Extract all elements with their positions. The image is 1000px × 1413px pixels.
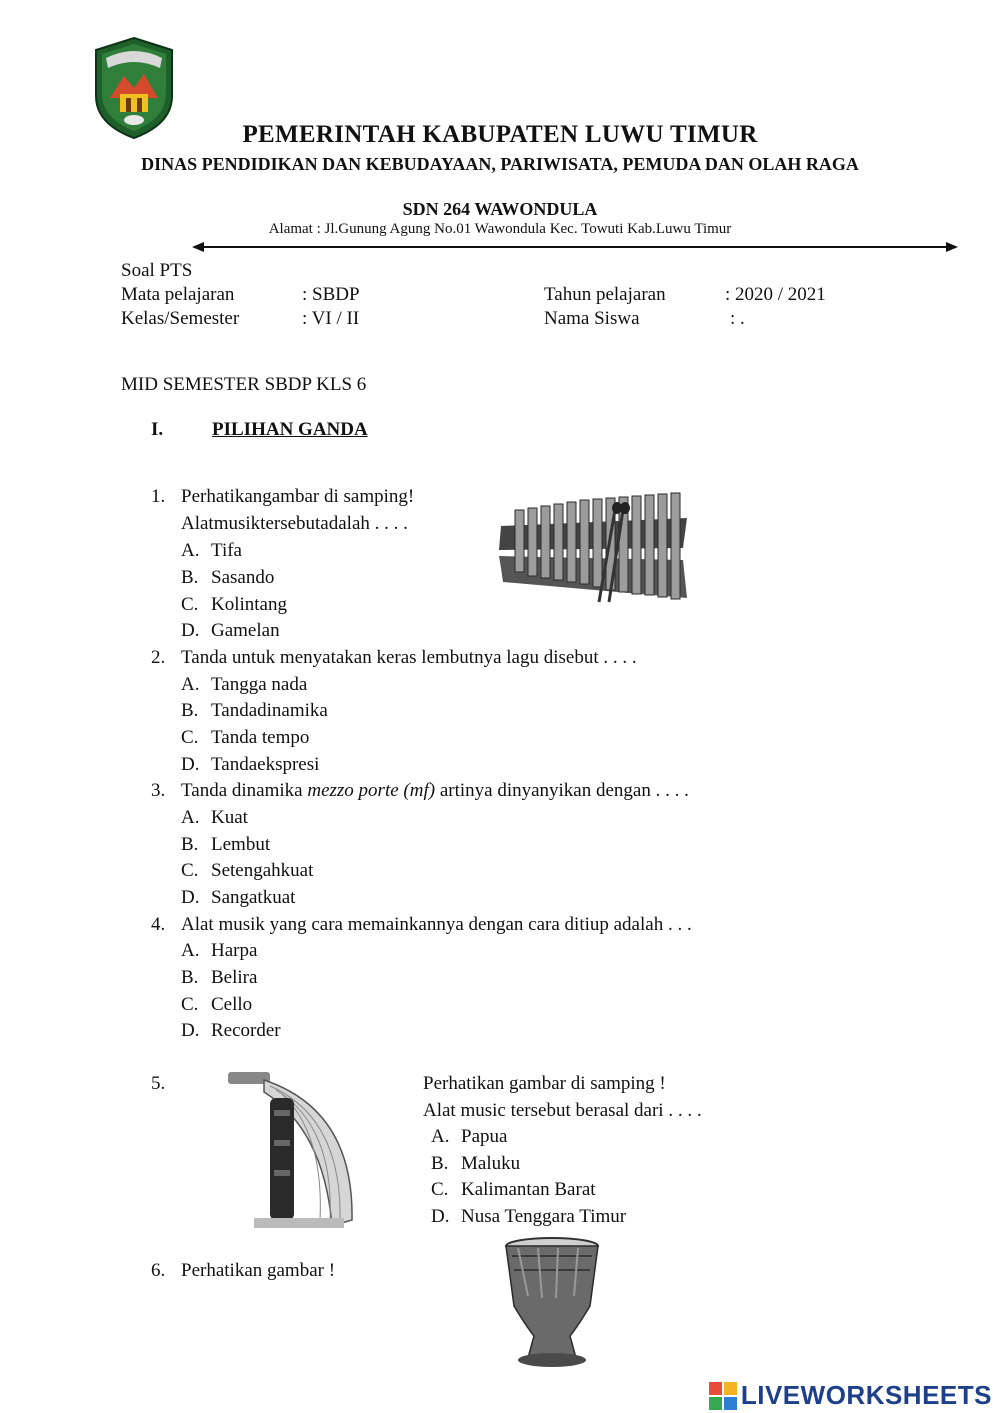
question-2-option-a[interactable]: A. Tangga nada <box>181 674 308 695</box>
exam-type: Soal PTS <box>121 260 193 281</box>
question-5-text: Perhatikan gambar di samping ! <box>423 1073 666 1094</box>
question-2-option-d[interactable]: D. Tandaekspresi <box>181 754 320 775</box>
question-5-text-2: Alat music tersebut berasal dari . . . . <box>423 1100 702 1121</box>
school-address: Alamat : Jl.Gunung Agung No.01 Wawondula Kec. Towuti Kab.Luwu Timur <box>268 221 732 237</box>
class-label: Kelas/Semester <box>121 308 240 329</box>
header-divider <box>192 240 958 254</box>
liveworksheets-logo <box>709 1380 992 1411</box>
question-5-option-d[interactable]: D. Nusa Tenggara Timur <box>431 1206 627 1227</box>
subject-value: : SBDP <box>302 284 360 305</box>
department-name: DINAS PENDIDIKAN DAN KEBUDAYAAN, PARIWISATA, PEMUDA DAN OLAH RAGA <box>141 154 859 174</box>
question-5-number: 5. <box>151 1073 166 1094</box>
question-3-number: 3. <box>151 780 166 801</box>
sasando-image <box>224 1070 356 1230</box>
question-1-option-c[interactable]: C. Kolintang <box>181 594 287 615</box>
question-1-option-b[interactable]: B. Sasando <box>181 567 275 588</box>
page-title: PEMERINTAH KABUPATEN LUWU TIMUR <box>242 121 758 148</box>
question-4-option-d[interactable]: D. Recorder <box>181 1020 281 1041</box>
question-1-option-a[interactable]: A. Tifa <box>181 540 242 561</box>
question-4-option-b[interactable]: B. Belira <box>181 967 258 988</box>
student-name-label: Nama Siswa <box>544 308 640 329</box>
liveworksheets-icon <box>709 1382 737 1410</box>
question-2-number: 2. <box>151 647 166 668</box>
subject-label: Mata pelajaran <box>121 284 235 305</box>
question-2-option-b[interactable]: B. Tandadinamika <box>181 700 328 721</box>
question-3-text: Tanda dinamika mezzo porte (mf) artinya dinyanyikan dengan . . . . <box>181 780 689 801</box>
question-4-option-a[interactable]: A. Harpa <box>181 940 258 961</box>
question-2-option-c[interactable]: C. Tanda tempo <box>181 727 310 748</box>
question-5-option-c[interactable]: C. Kalimantan Barat <box>431 1179 596 1200</box>
kolintang-image <box>497 490 689 608</box>
question-3-option-d[interactable]: D. Sangatkuat <box>181 887 296 908</box>
question-4-number: 4. <box>151 914 166 935</box>
question-6-text: Perhatikan gambar ! <box>181 1260 336 1281</box>
question-1-text: Perhatikangambar di samping! <box>181 486 415 507</box>
question-1-text-2: Alatmusiktersebutadalah . . . . <box>181 513 408 534</box>
student-name-value[interactable]: : . <box>730 308 745 329</box>
question-6-number: 6. <box>151 1260 166 1281</box>
school-name: SDN 264 WAWONDULA <box>402 199 598 219</box>
question-3-option-b[interactable]: B. Lembut <box>181 834 271 855</box>
year-label: Tahun pelajaran <box>544 284 666 305</box>
drum-image <box>498 1236 606 1370</box>
question-4-text: Alat musik yang cara memainkannya dengan cara ditiup adalah . . . <box>181 914 692 935</box>
question-2-text: Tanda untuk menyatakan keras lembutnya lagu disebut . . . . <box>181 647 637 668</box>
question-5-option-a[interactable]: A. Papua <box>431 1126 508 1147</box>
question-3-option-c[interactable]: C. Setengahkuat <box>181 860 314 881</box>
section-number: I. <box>151 419 164 440</box>
class-value: : VI / II <box>302 308 360 329</box>
liveworksheets-text: LIVEWORKSHEETS <box>740 1380 992 1410</box>
year-value: : 2020 / 2021 <box>725 284 826 305</box>
question-1-option-d[interactable]: D. Gamelan <box>181 620 280 641</box>
question-4-option-c[interactable]: C. Cello <box>181 994 253 1015</box>
section-title: PILIHAN GANDA <box>212 419 368 440</box>
question-3-option-a[interactable]: A. Kuat <box>181 807 248 828</box>
exam-title: MID SEMESTER SBDP KLS 6 <box>121 374 367 395</box>
question-5-option-b[interactable]: B. Maluku <box>431 1153 521 1174</box>
question-1-number: 1. <box>151 486 166 507</box>
